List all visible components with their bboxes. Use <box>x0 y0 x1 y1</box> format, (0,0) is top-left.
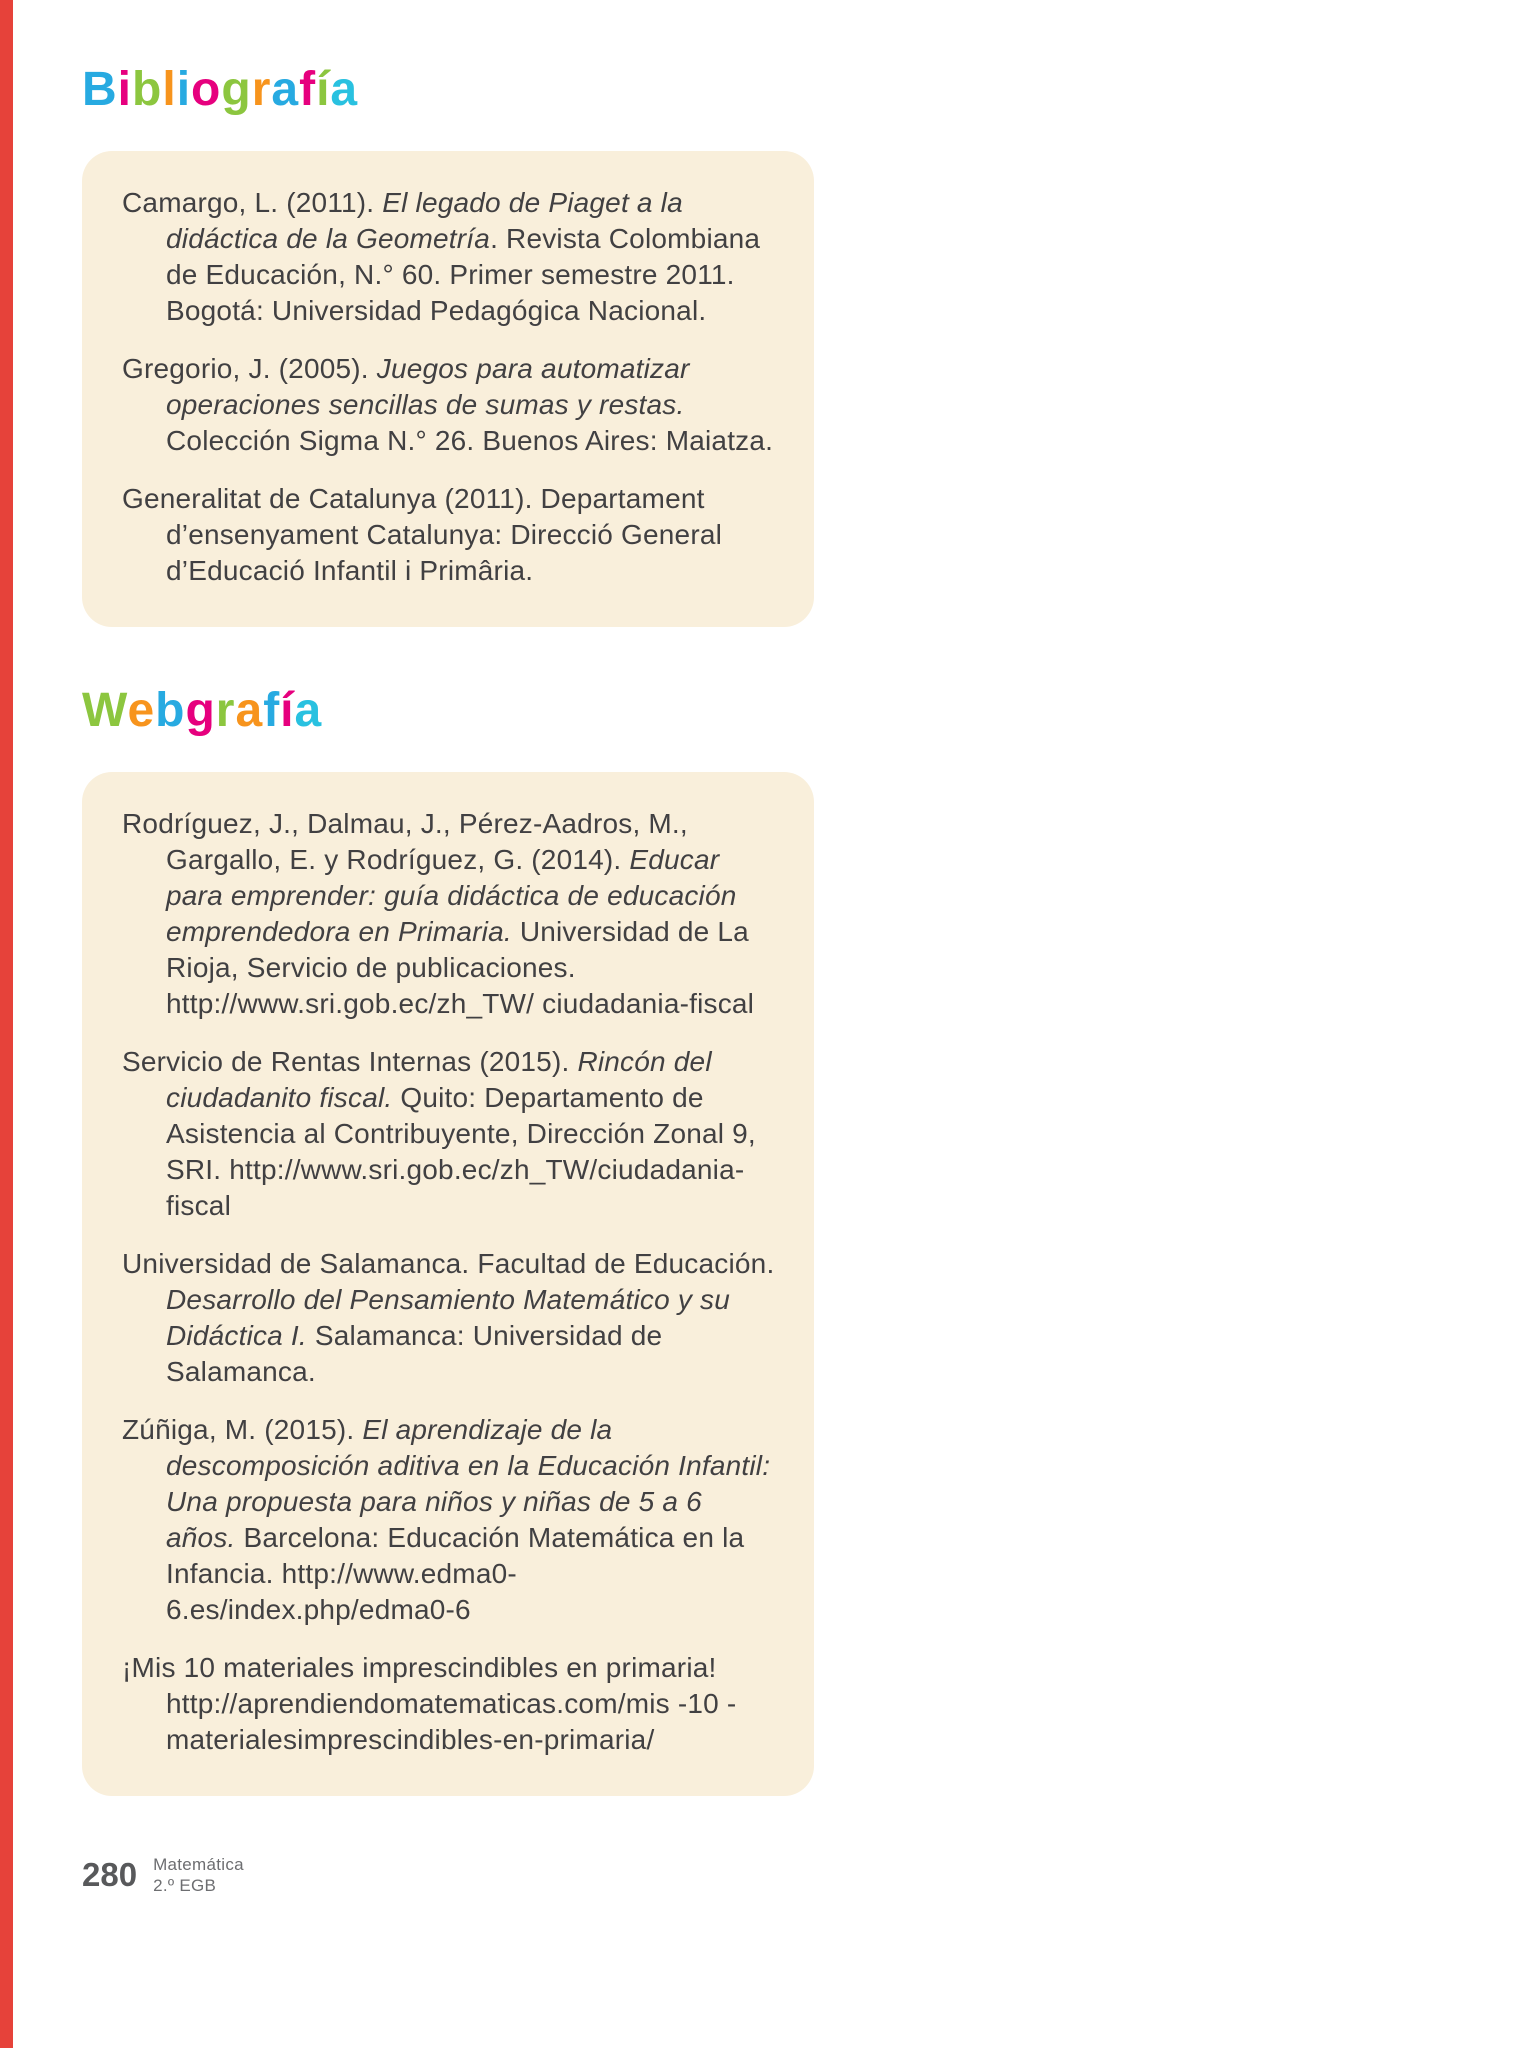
webgraphy-box <box>82 772 814 1796</box>
reference-item <box>122 185 776 329</box>
title-letter: l <box>162 63 177 116</box>
reference-text: Servicio de Rentas Internas (2015). <box>122 1045 578 1077</box>
reference-item <box>122 1246 776 1390</box>
reference-text: ¡Mis 10 materiales imprescindibles en primaria! http://aprendiendomatematicas.com/mis -10 -materialesimprescindibles-en-primaria/ <box>122 1651 737 1755</box>
reference-title-italic: Desarrollo del Pensamiento Matemático y su Didáctica I. <box>166 1283 730 1351</box>
reference-title-italic: Educar para emprender: guía didáctica de educación emprendedora en Primaria. <box>166 843 737 947</box>
footer-grade: 2.º EGB <box>153 1875 217 1895</box>
reference-text: Universidad de La Rioja, Servicio de publicaciones. http://www.sri.gob.ec/zh_TW/ ciudadania-fiscal <box>166 915 755 1019</box>
reference-text: Universidad de Salamanca. Facultad de Educación. <box>122 1247 775 1279</box>
title-letter: r <box>251 63 272 116</box>
reference-text: Rodríguez, J., Dalmau, J., Pérez-Aadros, M., Gargallo, E. y Rodríguez, G. (2014). <box>122 807 688 875</box>
reference-title-italic: Rincón del ciudadanito fiscal. <box>166 1045 712 1113</box>
bibliography-box <box>82 151 814 627</box>
reference-item <box>122 1412 776 1628</box>
reference-text: . Revista Colombiana de Educación, N.° 60. Primer semestre 2011. Bogotá: Universidad Pedagógica Nacional. <box>166 222 761 326</box>
reference-item <box>122 481 776 589</box>
title-letter: b <box>155 683 186 737</box>
title-letter: r <box>215 683 236 737</box>
page-number: 280 <box>82 1856 138 1894</box>
reference-item <box>122 1650 776 1758</box>
reference-text: Generalitat de Catalunya (2011). Departament d’ensenyament Catalunya: Direcció General d’Educació Infantil i Primâria. <box>122 482 723 586</box>
reference-text: Colección Sigma N.° 26. Buenos Aires: Maiatza. <box>166 424 774 456</box>
title-letter: f <box>263 683 281 737</box>
title-letter: i <box>176 63 192 116</box>
reference-item <box>122 351 776 459</box>
title-letter: b <box>132 63 163 116</box>
reference-title-italic: El legado de Piaget a la didáctica de la Geometría <box>166 186 683 254</box>
reference-text: Zúñiga, M. (2015). <box>122 1413 363 1445</box>
title-letter: f <box>299 63 317 116</box>
page-footer <box>82 1854 820 1896</box>
reference-title-italic: Juegos para automatizar operaciones sencillas de sumas y restas. <box>166 352 690 420</box>
title-letter: W <box>82 683 128 737</box>
title-letter: o <box>191 63 222 116</box>
footer-subject: Matemática <box>153 1854 244 1874</box>
reference-text: Gregorio, J. (2005). <box>122 352 377 384</box>
title-letter: a <box>235 683 264 737</box>
title-letter: a <box>271 63 300 116</box>
webgraphy-title <box>82 685 820 738</box>
title-letter: a <box>294 683 323 737</box>
reference-text: Salamanca: Universidad de Salamanca. <box>166 1319 663 1387</box>
title-letter: g <box>221 63 252 116</box>
title-letter: í <box>316 63 331 116</box>
title-letter: í <box>280 683 295 737</box>
reference-item <box>122 806 776 1022</box>
title-letter: e <box>127 683 156 737</box>
reference-text: Quito: Departamento de Asistencia al Contribuyente, Dirección Zonal 9, SRI. http://www.sri.gob.ec/zh_TW/ciudadania-fiscal <box>166 1081 756 1221</box>
footer-meta <box>153 1854 244 1896</box>
reference-text: Barcelona: Educación Matemática en la Infancia. http://www.edma0-6.es/index.php/edma0-6 <box>166 1521 745 1625</box>
reference-item <box>122 1044 776 1224</box>
left-accent-bar <box>0 0 13 2048</box>
bibliography-title <box>82 64 820 117</box>
title-letter: g <box>185 683 216 737</box>
reference-title-italic: El aprendizaje de la descomposición aditiva en la Educación Infantil: Una propuesta para niños y niñas de 5 a 6 años. <box>166 1413 771 1553</box>
title-letter: a <box>330 63 359 116</box>
title-letter: i <box>117 63 133 116</box>
reference-text: Camargo, L. (2011). <box>122 186 383 218</box>
title-letter: B <box>82 63 118 116</box>
